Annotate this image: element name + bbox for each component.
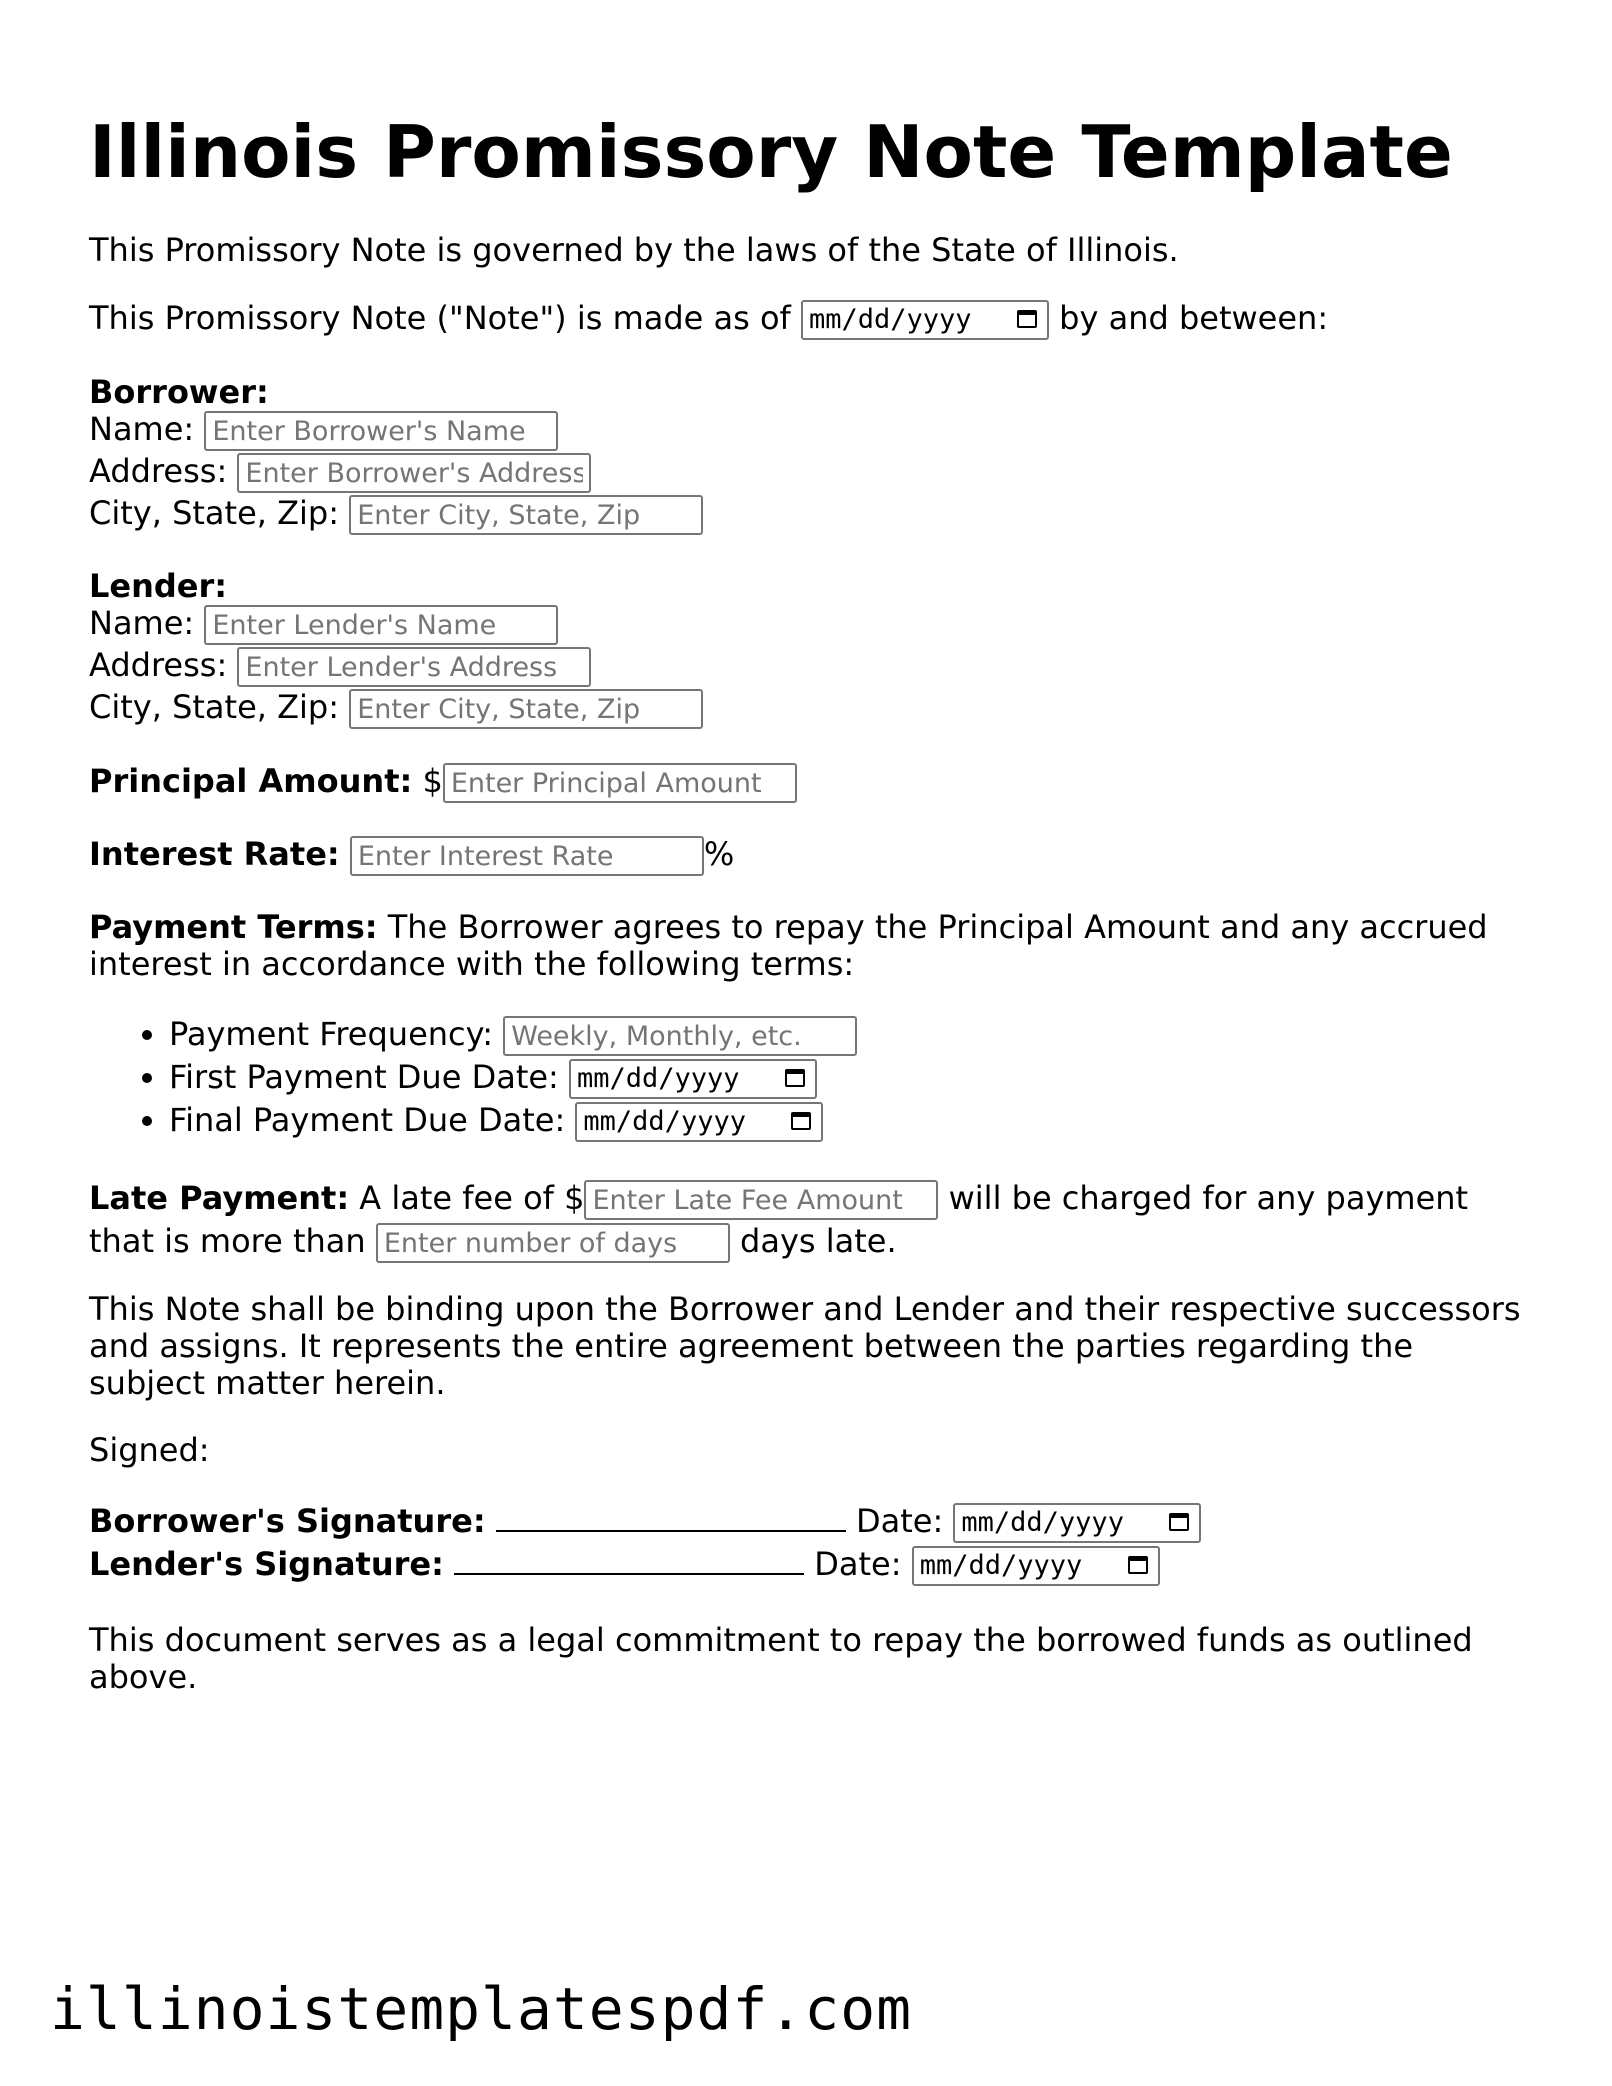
lender-section (89, 568, 703, 731)
lender-date-label: Date: (814, 1545, 902, 1583)
borrower-city-input[interactable] (349, 495, 703, 535)
made-as-of-line (89, 300, 1328, 340)
list-item (169, 1099, 857, 1142)
late-fee-input[interactable] (584, 1180, 938, 1220)
lender-address-label: Address: (89, 646, 228, 684)
borrower-city-label: City, State, Zip: (89, 494, 340, 532)
final-payment-date-input[interactable] (575, 1102, 823, 1142)
made-as-of-after-text: by and between: (1059, 299, 1329, 337)
borrower-section (89, 374, 703, 537)
lender-city-label: City, State, Zip: (89, 688, 340, 726)
borrower-signature-label: Borrower's Signature: (89, 1502, 486, 1540)
footer-watermark: illinoistemplatespdf.com (50, 1975, 913, 2043)
late-payment-label: Late Payment: (89, 1179, 350, 1217)
lender-sign-date-placeholder: mm/dd/yyyy (919, 1550, 1083, 1581)
frequency-label: Payment Frequency: (169, 1015, 494, 1053)
payment-terms-text (89, 909, 1529, 983)
lender-address-input[interactable] (237, 647, 591, 687)
borrower-sign-date-placeholder: mm/dd/yyyy (961, 1507, 1124, 1538)
calendar-icon[interactable] (791, 1112, 811, 1130)
first-date-placeholder: mm/dd/yyyy (577, 1063, 740, 1094)
calendar-icon[interactable] (1128, 1556, 1148, 1574)
interest-line (89, 836, 734, 876)
closing-text: This document serves as a legal commitment to repay the borrowed funds as outlined above. (89, 1621, 1473, 1696)
lender-sign-date-input[interactable] (912, 1546, 1160, 1586)
lender-heading: Lender: (89, 567, 228, 605)
made-as-of-text: This Promissory Note ("Note") is made as of (89, 299, 791, 337)
borrower-signature-field[interactable] (496, 1500, 846, 1532)
lender-name-input[interactable] (204, 605, 558, 645)
list-item (169, 1056, 857, 1099)
borrower-date-label: Date: (855, 1502, 944, 1540)
final-payment-label: Final Payment Due Date: (169, 1101, 566, 1139)
percent-sign: % (703, 835, 735, 873)
first-payment-date-input[interactable] (569, 1059, 817, 1099)
calendar-icon[interactable] (785, 1069, 805, 1087)
late-payment-end-text: days late. (740, 1222, 897, 1260)
payment-terms-list (89, 1013, 857, 1142)
lender-signature-label: Lender's Signature: (89, 1545, 444, 1583)
note-date-placeholder: mm/dd/yyyy (808, 304, 972, 335)
binding-text: This Note shall be binding upon the Borrower and Lender and their respective successors and assigns. It represents the entire agreement between the parties regarding the subject matter herein. (89, 1290, 1521, 1402)
principal-line (89, 763, 797, 803)
late-payment-text (89, 1177, 1529, 1263)
borrower-heading: Borrower: (89, 373, 269, 411)
calendar-icon[interactable] (1017, 310, 1037, 328)
lender-signature-line (89, 1543, 1201, 1586)
borrower-address-input[interactable] (237, 453, 591, 493)
first-payment-label: First Payment Due Date: (169, 1058, 559, 1096)
payment-terms-body: The Borrower agrees to repay the Principal Amount and any accrued interest in accordance with the following terms: (89, 908, 1488, 983)
payment-terms-label: Payment Terms: (89, 908, 378, 946)
signed-label: Signed: (89, 1431, 210, 1469)
borrower-name-label: Name: (89, 410, 195, 448)
final-date-placeholder: mm/dd/yyyy (583, 1106, 746, 1137)
late-fee-text: A late fee of $ (359, 1179, 585, 1217)
principal-input[interactable] (443, 763, 797, 803)
lender-signature-field[interactable] (454, 1543, 804, 1575)
signature-section (89, 1500, 1201, 1586)
late-days-input[interactable] (376, 1223, 730, 1263)
intro-text: This Promissory Note is governed by the laws of the State of Illinois. (89, 231, 1179, 269)
borrower-name-input[interactable] (204, 411, 558, 451)
interest-label: Interest Rate: (89, 835, 340, 873)
borrower-address-label: Address: (89, 452, 228, 490)
principal-label: Principal Amount: (89, 762, 413, 800)
late-payment-middle-text: will be charged for any payment that is more than (89, 1179, 1469, 1260)
lender-name-label: Name: (89, 604, 195, 642)
calendar-icon[interactable] (1169, 1513, 1189, 1531)
borrower-sign-date-input[interactable] (953, 1503, 1201, 1543)
payment-frequency-input[interactable] (503, 1016, 857, 1056)
lender-city-input[interactable] (349, 689, 703, 729)
note-date-input[interactable] (801, 300, 1049, 340)
interest-rate-input[interactable] (350, 836, 704, 876)
principal-currency: $ (422, 762, 443, 800)
page-title: Illinois Promissory Note Template (89, 110, 1453, 194)
list-item (169, 1013, 857, 1056)
borrower-signature-line (89, 1500, 1201, 1543)
